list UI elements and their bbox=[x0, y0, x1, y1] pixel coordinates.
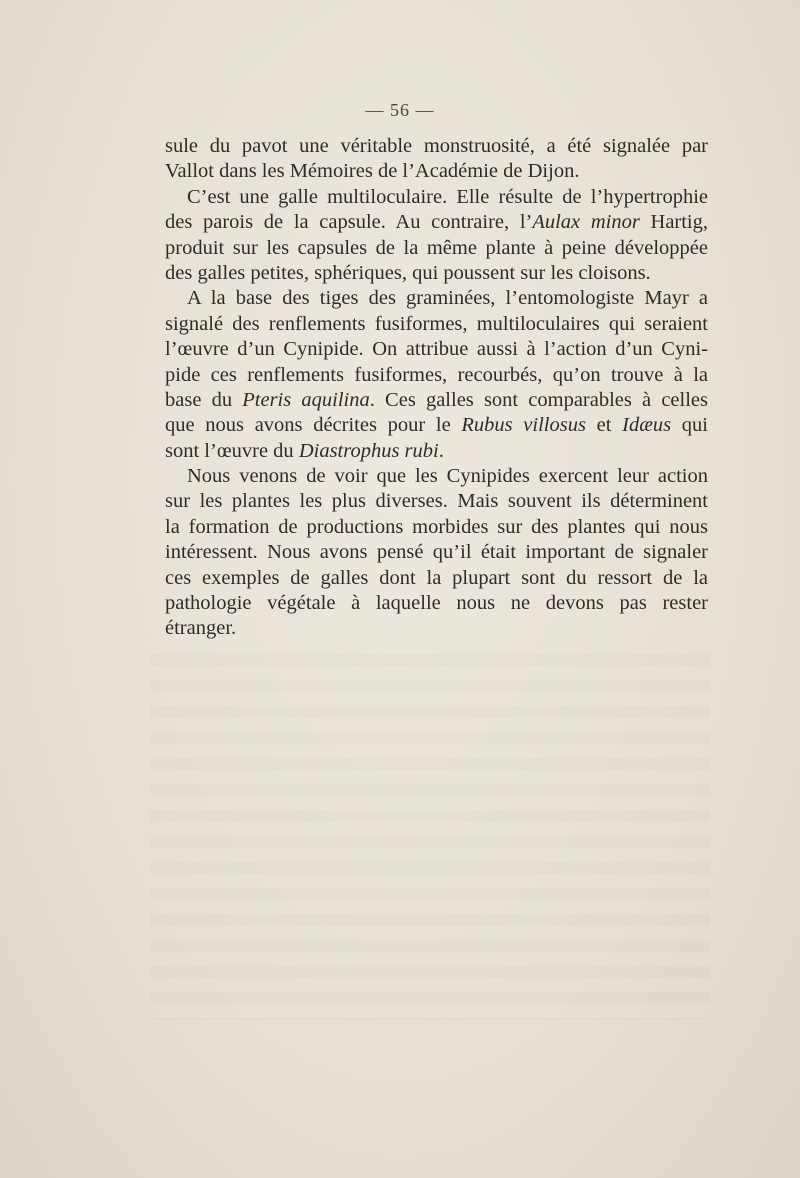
text-run: pathologie végétale à laquelle nous ne devons pas rester bbox=[165, 592, 708, 615]
text-run: ces exemples de galles dont la plupart sont du ressort de la bbox=[165, 566, 708, 589]
text-line bbox=[165, 185, 708, 210]
text-run: . Ces galles sont comparables à celles bbox=[369, 388, 708, 411]
text-line bbox=[165, 566, 708, 591]
page-number: — 56 — bbox=[365, 100, 435, 120]
text-run: et bbox=[585, 414, 623, 437]
text-line bbox=[165, 159, 708, 184]
text-run: Vallot dans les Mémoires de l’Académie de Dijon. bbox=[165, 160, 580, 183]
text-line bbox=[165, 591, 708, 616]
text-run: sur les plantes les plus diverses. Mais souvent ils déterminent bbox=[165, 490, 708, 513]
text-line bbox=[165, 286, 708, 311]
text-line bbox=[165, 540, 708, 565]
text-run: A la base des tiges des graminées, l’entomologiste Mayr a bbox=[187, 287, 708, 310]
text-run: signalé des renflements fusiformes, multiloculaires qui seraient bbox=[165, 312, 708, 335]
text-line bbox=[165, 464, 708, 489]
text-line bbox=[165, 515, 708, 540]
text-run: qui bbox=[671, 414, 708, 437]
text-line bbox=[165, 363, 708, 388]
text-run: produit sur les capsules de la même plante à peine développée bbox=[165, 236, 708, 259]
text-line bbox=[165, 439, 708, 464]
italic-term: Pteris aquilina bbox=[242, 388, 370, 411]
text-line bbox=[165, 134, 708, 159]
italic-term: Diastrophus rubi bbox=[298, 439, 439, 462]
text-run: des galles petites, sphériques, qui poussent sur les cloisons. bbox=[165, 261, 651, 284]
text-line bbox=[165, 413, 708, 438]
italic-term: Aulax minor bbox=[532, 211, 640, 234]
text-run: l’œuvre d’un Cynipide. On attribue aussi à l’action d’un Cyni- bbox=[165, 338, 708, 361]
text-line bbox=[165, 261, 708, 286]
text-run: sont l’œuvre du bbox=[165, 439, 299, 462]
text-run: Hartig, bbox=[639, 211, 709, 234]
text-run: Nous venons de voir que les Cynipides exercent leur action bbox=[187, 465, 708, 488]
text-line bbox=[165, 312, 708, 337]
italic-term: Rubus villosus bbox=[461, 414, 586, 437]
text-run: base du bbox=[165, 388, 243, 411]
text-run: pide ces renflements fusiformes, recourbés, qu’on trouve à la bbox=[165, 363, 708, 386]
italic-term: Idæus bbox=[622, 414, 672, 437]
text-run: des parois de la capsule. Au contraire, l’ bbox=[165, 211, 533, 234]
body-text bbox=[165, 134, 708, 642]
text-line bbox=[165, 616, 708, 641]
text-run: C’est une galle multiloculaire. Elle résulte de l’hypertrophie bbox=[187, 185, 708, 208]
text-line bbox=[165, 210, 708, 235]
text-run: sule du pavot une véritable monstruosité, a été signalée par bbox=[165, 135, 708, 157]
text-line bbox=[165, 489, 708, 514]
text-line bbox=[165, 236, 708, 261]
text-line bbox=[165, 337, 708, 362]
show-through-texture bbox=[150, 640, 710, 1020]
text-run: intéressent. Nous avons pensé qu’il était important de signaler bbox=[165, 541, 708, 564]
text-run: que nous avons décrites pour le bbox=[165, 414, 462, 437]
text-line bbox=[165, 388, 708, 413]
text-run: . bbox=[438, 439, 444, 462]
text-run: étranger. bbox=[165, 617, 237, 640]
text-run: la formation de productions morbides sur des plantes qui nous bbox=[165, 515, 708, 538]
